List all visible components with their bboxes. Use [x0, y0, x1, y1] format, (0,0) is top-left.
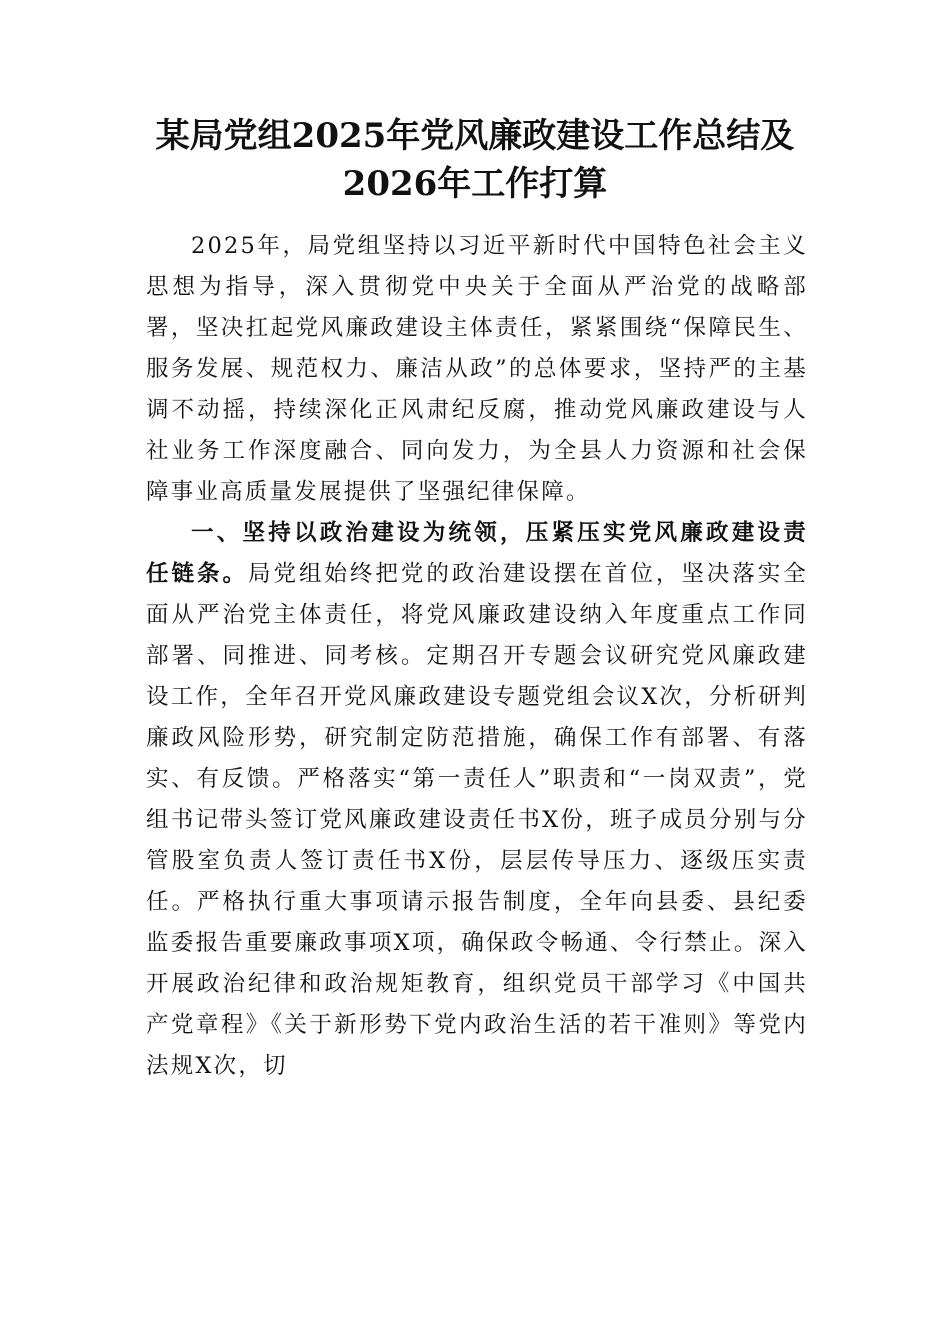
intro-paragraph [146, 226, 808, 513]
title-line-1: 某局党组2025年党风廉政建设工作总结及 [155, 116, 795, 156]
paragraph-text: 2025年，局党组坚持以习近平新时代中国特色社会主义思想为指导，深入贯彻党中央关于全面从严治党的战略部署，坚决扛起党风廉政建设主体责任，紧紧围绕“保障民生、服务发展、规范权力、廉洁从政”的总体要求，坚持严的主基调不动摇，持续深化正风肃纪反腐，推动党风廉政建设与人社业务工作深度融合、同向发力，为全县人力资源和社会保障事业高质量发展提供了坚强纪律保障。 [146, 233, 808, 505]
title-line-2: 2026年工作打算 [342, 164, 608, 204]
paragraph-text: 局党组始终把党的政治建设摆在首位，坚决落实全面从严治党主体责任，将党风廉政建设纳入年度重点工作同部署、同推进、同考核。定期召开专题会议研究党风廉政建设工作，全年召开党风廉政建设专题党组会议X次，分析研判廉政风险形势，研究制定防范措施，确保工作有部署、有落实、有反馈。严格落实“第一责任人”职责和“一岗双责”，党组书记带头签订党风廉政建设责任书X份，班子成员分别与分管股室负责人签订责任书X份，层层传导压力、逐级压实责任。严格执行重大事项请示报告制度，全年向县委、县纪委监委报告重要廉政事项X项，确保政令畅通、令行禁止。深入开展政治纪律和政治规矩教育，组织党员干部学习《中国共产党章程》《关于新形势下党内政治生活的若干准则》等党内法规X次，切 [146, 561, 808, 1079]
section-one-paragraph [146, 513, 808, 1087]
document-title [140, 112, 810, 208]
document-body [146, 226, 808, 1087]
section-heading: 一、坚持以政治建设为统领，压紧压实党风廉政建设责任链条。 [146, 520, 808, 587]
